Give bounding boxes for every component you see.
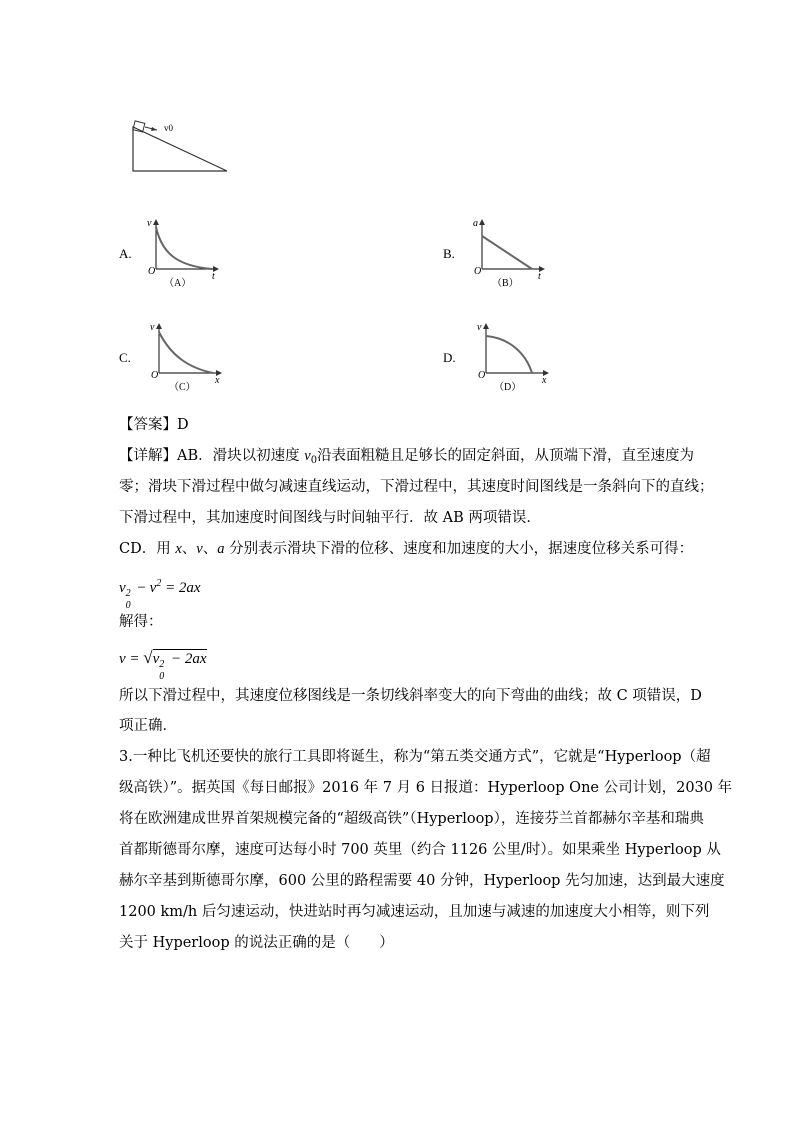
option-d-letter[interactable]: D. xyxy=(443,350,456,365)
a-origin: O xyxy=(148,266,156,277)
answer-value: D xyxy=(177,417,189,433)
incline-figure xyxy=(125,115,235,177)
curve-c xyxy=(159,332,213,373)
velocity-arrowhead xyxy=(151,127,157,131)
option-c-graph[interactable] xyxy=(145,320,225,396)
v0-label: v0 xyxy=(164,123,173,133)
q3-line-6: 1200 km/h 后匀速运动，快进站时再匀减速运动，且加速与减速的加速度大小相等，则下列 xyxy=(119,904,710,920)
detail-line-1: 【详解】AB．滑块以初速度 $v_0$沿表面粗糙且足够长的固定斜面，从顶端下滑，直至速度为 xyxy=(119,448,695,466)
b-caption: （B） xyxy=(492,278,519,289)
c-origin: O xyxy=(151,370,159,381)
q3-line-3: 将在欧洲建成世界首架规模完备的“超级高铁”（Hyperloop），连接芬兰首都赫尔辛基和瑞典 xyxy=(119,811,704,827)
detail-line-6: 项正确． xyxy=(119,718,177,734)
detail-line-5: 所以下滑过程中，其速度位移图线是一条切线斜率变大的向下弯曲的曲线；故 C 项错误，D xyxy=(119,688,702,704)
c-caption: （C） xyxy=(169,382,196,393)
option-c-letter[interactable]: C. xyxy=(119,350,131,365)
q3-line-4: 首都斯德哥尔摩，速度可达每小时 700 英里（约合 1126 公里/时）。如果乘坐 Hyperloop 从 xyxy=(119,842,721,858)
b-y-label: a xyxy=(473,218,478,229)
equation-2: v = √v 2 0 − 2ax xyxy=(119,648,207,682)
detail-line-3: 下滑过程中，其加速度时间图线与时间轴平行．故 AB 两项错误． xyxy=(119,510,541,526)
option-d-graph[interactable] xyxy=(472,320,552,396)
sqrt-icon: √ xyxy=(143,648,153,667)
q3-line-5: 赫尔辛基到斯德哥尔摩，600 公里的路程需要 40 分钟，Hyperloop 先匀加速，达到最大速度 xyxy=(119,873,725,889)
answer-tag: 【答案】 xyxy=(119,417,177,433)
d-origin: O xyxy=(478,370,486,381)
option-b-graph[interactable] xyxy=(468,216,550,292)
detail-line-2: 零；滑块下滑过程中做匀减速直线运动，下滑过程中，其速度时间图线是一条斜向下的直线； xyxy=(119,479,714,495)
detail-tag: 【详解】 xyxy=(119,448,177,464)
solve-label: 解得： xyxy=(119,614,163,630)
c-y-label: v xyxy=(150,322,155,333)
a-y-label: v xyxy=(147,218,152,229)
option-a-graph[interactable] xyxy=(142,216,222,292)
curve-a xyxy=(156,227,212,269)
option-a-letter[interactable]: A. xyxy=(119,246,132,261)
d-x-label: x xyxy=(542,375,547,386)
incline-triangle xyxy=(133,127,227,171)
q3-line-7: 关于 Hyperloop 的说法正确的是（ ） xyxy=(119,935,394,951)
q3-line-1: 3.一种比飞机还要快的旅行工具即将诞生，称为“第五类交通方式”，它就是“Hyperloop（超 xyxy=(119,749,711,765)
line-b xyxy=(482,236,532,269)
q3-line-2: 级高铁）”。据英国《每日邮报》2016 年 7 月 6 日报道：Hyperloop One 公司计划，2030 年 xyxy=(119,780,733,796)
detail-line-4: CD．用 x、v、a 分别表示滑块下滑的位移、速度和加速度的大小，据速度位移关系可得： xyxy=(119,541,694,557)
option-b-letter[interactable]: B. xyxy=(443,246,455,261)
equation-1: v 2 0 − $v^2 = 2ax$ xyxy=(119,578,201,611)
curve-d xyxy=(486,336,532,373)
answer-line xyxy=(119,415,189,435)
a-caption: （A） xyxy=(164,278,192,289)
c-x-label: x xyxy=(215,375,220,386)
d-caption: （D） xyxy=(494,382,522,393)
d-y-label: v xyxy=(477,322,482,333)
b-origin: O xyxy=(474,266,482,277)
b-x-label: t xyxy=(538,271,541,282)
a-x-label: t xyxy=(212,271,215,282)
